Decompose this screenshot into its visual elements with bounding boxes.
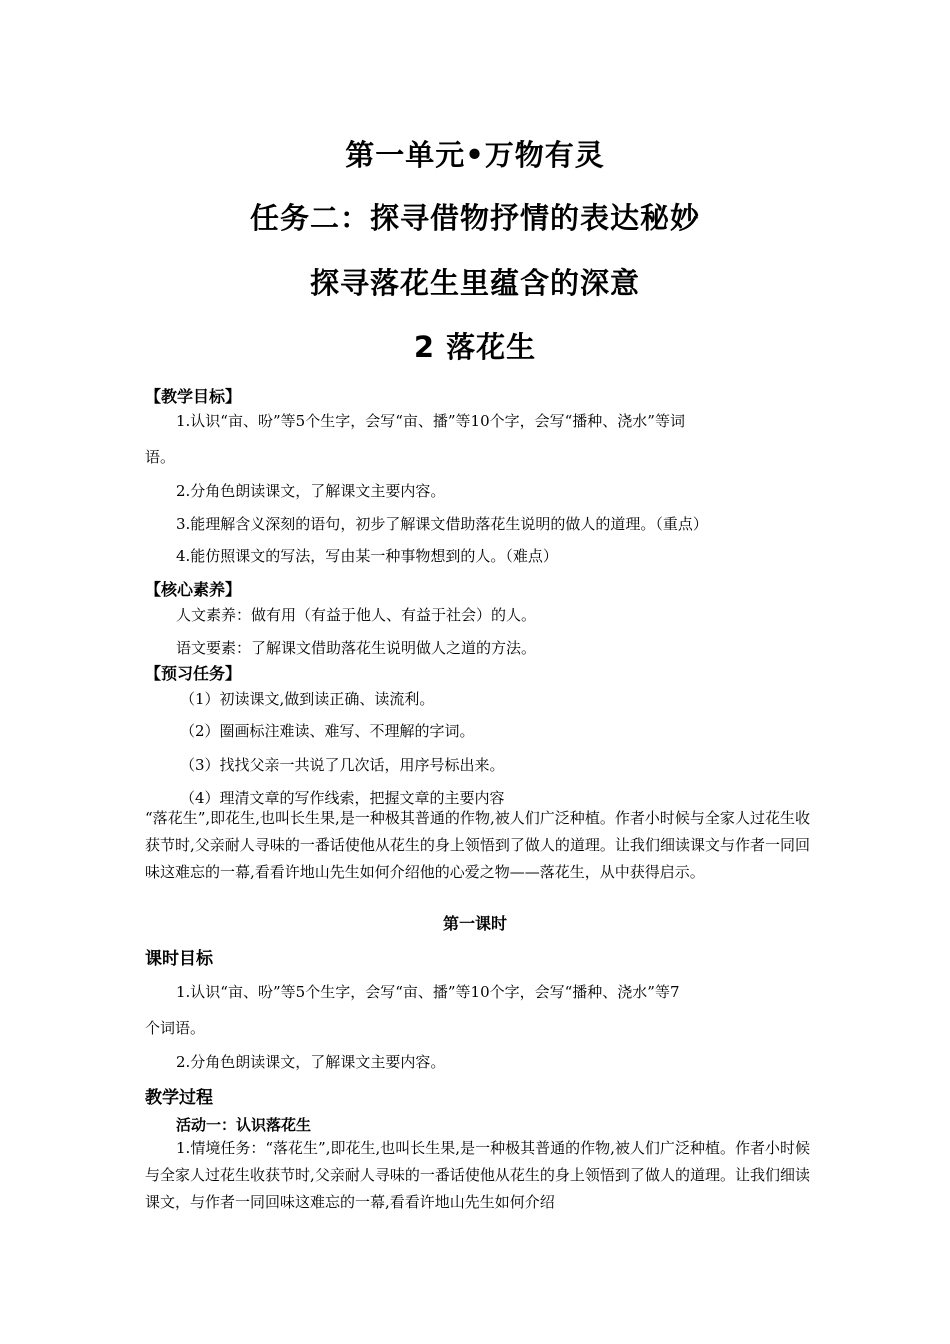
teaching-goals-heading: 【教学目标】	[145, 387, 242, 406]
first-lesson-heading: 第一课时	[442, 914, 507, 933]
lesson-title: 2 落花生	[413, 330, 537, 364]
core-literacy-humanities: 人文素养：做有用（有益于他人、有益于社会）的人。	[176, 606, 537, 624]
preview-task-4: （4）理清文章的写作线索，把握文章的主要内容	[180, 789, 505, 807]
teaching-goal-1-line-2: 语。	[145, 448, 176, 466]
preview-task-1: （1）初读课文,做到读正确、读流利。	[180, 690, 435, 708]
lesson-goal-2: 2.分角色朗读课文，了解课文主要内容。	[176, 1053, 446, 1071]
preview-task-3: （3）找找父亲一共说了几次话，用序号标出来。	[180, 756, 505, 774]
lesson-goal-1-line-1: 1.认识“亩、吩”等5个生字，会写“亩、播”等10个字，会写“播种、浇水”等7	[176, 983, 680, 1001]
preview-task-2: （2）圈画标注难读、难写、不理解的字词。	[180, 722, 475, 740]
preview-heading: 【预习任务】	[145, 664, 242, 683]
subtask-title: 探寻落花生里蕴含的深意	[309, 266, 640, 300]
teaching-goal-1-line-1: 1.认识“亩、吩”等5个生字，会写“亩、播”等10个字，会写“播种、浇水”等词	[176, 412, 685, 430]
preview-intro-paragraph: “落花生”,即花生,也叫长生果,是一种极其普通的作物,被人们广泛种植。作者小时候与全家人过花生收获节时,父亲耐人寻味的一番话使他从花生的身上领悟到了做人的道理。让我们细读课文与作者一同回味这难忘的一幕,看看许地山先生如何介绍他的心爱之物——落花生，从中获得启示。	[145, 809, 810, 881]
core-literacy-language: 语文要素：了解课文借助落花生说明做人之道的方法。	[176, 639, 537, 657]
activity-1-heading: 活动一：认识落花生	[176, 1116, 312, 1134]
lesson-goal-1-line-2: 个词语。	[145, 1019, 206, 1037]
lesson-goals-heading: 课时目标	[145, 949, 213, 969]
teaching-goal-3: 3.能理解含义深刻的语句，初步了解课文借助落花生说明的做人的道理。（重点）	[176, 515, 708, 533]
unit-title: 第一单元•万物有灵	[345, 138, 605, 172]
teaching-goal-4: 4.能仿照课文的写法，写由某一种事物想到的人。（难点）	[176, 547, 558, 565]
teaching-goal-2: 2.分角色朗读课文，了解课文主要内容。	[176, 482, 446, 500]
core-literacy-heading: 【核心素养】	[145, 580, 242, 599]
task-title: 任务二：探寻借物抒情的表达秘妙	[249, 201, 700, 235]
situation-task-paragraph: 1.情境任务：“落花生”,即花生,也叫长生果,是一种极其普通的作物,被人们广泛种植。作者小时候与全家人过花生收获节时,父亲耐人寻味的一番话使他从花生的身上领悟到了做人的道理。让我们细读课文，与作者一同回味这难忘的一幕,看看许地山先生如何介绍	[145, 1139, 810, 1211]
teaching-process-heading: 教学过程	[145, 1088, 213, 1108]
